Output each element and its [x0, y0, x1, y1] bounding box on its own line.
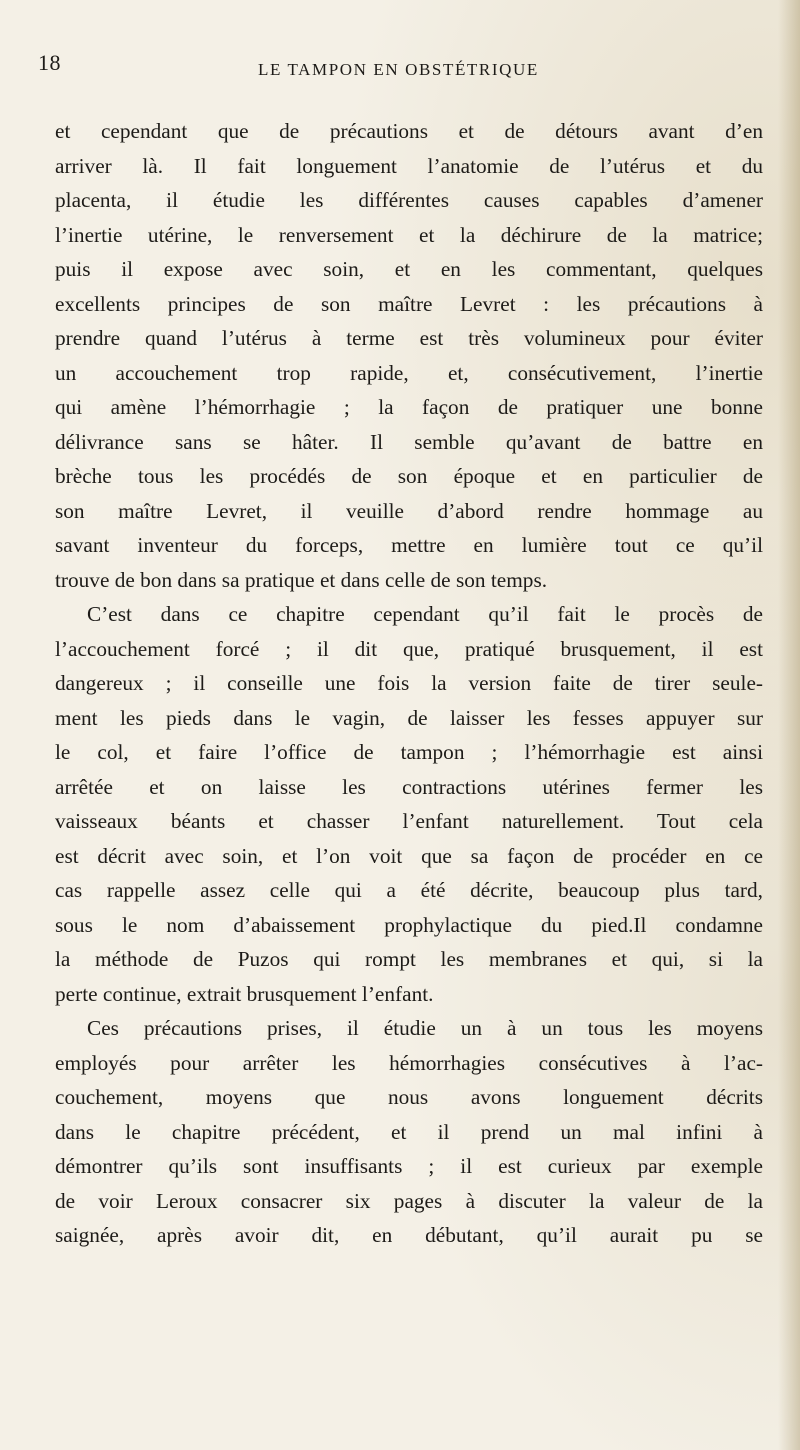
paragraph-start-line: Ces précautions prises, il étudie un à un tous les moyens	[87, 1016, 763, 1040]
text-line: employés pour arrêter les hémorrhagies consécutives à l’ac-	[55, 1050, 763, 1075]
text-line: placenta, il étudie les différentes causes capables d’amener	[55, 188, 763, 212]
page-header	[38, 40, 758, 80]
text-line: l’inertie utérine, le renversement et la déchirure de la matrice;	[55, 222, 763, 247]
text-line: son maître Levret, il veuille d’abord rendre hommage au	[55, 498, 763, 523]
text-line: couchement, moyens que nous avons longuement décrits	[55, 1085, 763, 1109]
text-line: arrêtée et on laisse les contractions utérines fermer les	[55, 774, 763, 799]
text-line: un accouchement trop rapide, et, consécutivement, l’inertie	[55, 360, 763, 385]
text-line: prendre quand l’utérus à terme est très volumineux pour éviter	[55, 326, 763, 350]
text-line: arriver là. Il fait longuement l’anatomie de l’utérus et du	[55, 153, 763, 178]
text-line: puis il expose avec soin, et en les commentant, quelques	[55, 257, 763, 281]
text-line: l’accouchement forcé ; il dit que, pratiqué brusquement, il est	[55, 636, 763, 661]
running-title: LE TAMPON EN OBSTÉTRIQUE	[258, 60, 539, 79]
text-line: brèche tous les procédés de son époque et en particulier de	[55, 464, 763, 488]
text-line: qui amène l’hémorrhagie ; la façon de pratiquer une bonne	[55, 395, 763, 419]
text-line: est décrit avec soin, et l’on voit que sa façon de procéder en ce	[55, 843, 763, 868]
text-line: délivrance sans se hâter. Il semble qu’avant de battre en	[55, 429, 763, 454]
text-line: démontrer qu’ils sont insuffisants ; il est curieux par exemple	[55, 1154, 763, 1178]
text-line: savant inventeur du forceps, mettre en lumière tout ce qu’il	[55, 533, 763, 557]
paragraph-start-line: C’est dans ce chapitre cependant qu’il fait le procès de	[87, 602, 763, 626]
text-line: la méthode de Puzos qui rompt les membranes et qui, si la	[55, 947, 763, 971]
text-line: de voir Leroux consacrer six pages à discuter la valeur de la	[55, 1188, 763, 1213]
body-text	[55, 114, 763, 1253]
text-line: saignée, après avoir dit, en débutant, qu’il aurait pu se	[55, 1223, 763, 1247]
text-line: dans le chapitre précédent, et il prend un mal infini à	[55, 1119, 763, 1144]
page-number: 18	[38, 50, 61, 75]
text-line: excellents principes de son maître Levret : les précautions à	[55, 291, 763, 316]
text-line: sous le nom d’abaissement prophylactique du pied.Il condamne	[55, 912, 763, 937]
text-line: perte continue, extrait brusquement l’enfant.	[55, 981, 434, 1006]
text-line: dangereux ; il conseille une fois la version faite de tirer seule-	[55, 671, 763, 695]
text-line: le col, et faire l’office de tampon ; l’hémorrhagie est ainsi	[55, 740, 763, 764]
text-line: ment les pieds dans le vagin, de laisser les fesses appuyer sur	[55, 705, 763, 730]
page-edge-shadow	[778, 0, 800, 1450]
text-line: trouve de bon dans sa pratique et dans celle de son temps.	[55, 567, 548, 592]
text-line: cas rappelle assez celle qui a été décrite, beaucoup plus tard,	[55, 878, 763, 902]
text-line: et cependant que de précautions et de détours avant d’en	[55, 119, 763, 143]
text-line: vaisseaux béants et chasser l’enfant naturellement. Tout cela	[55, 809, 763, 833]
